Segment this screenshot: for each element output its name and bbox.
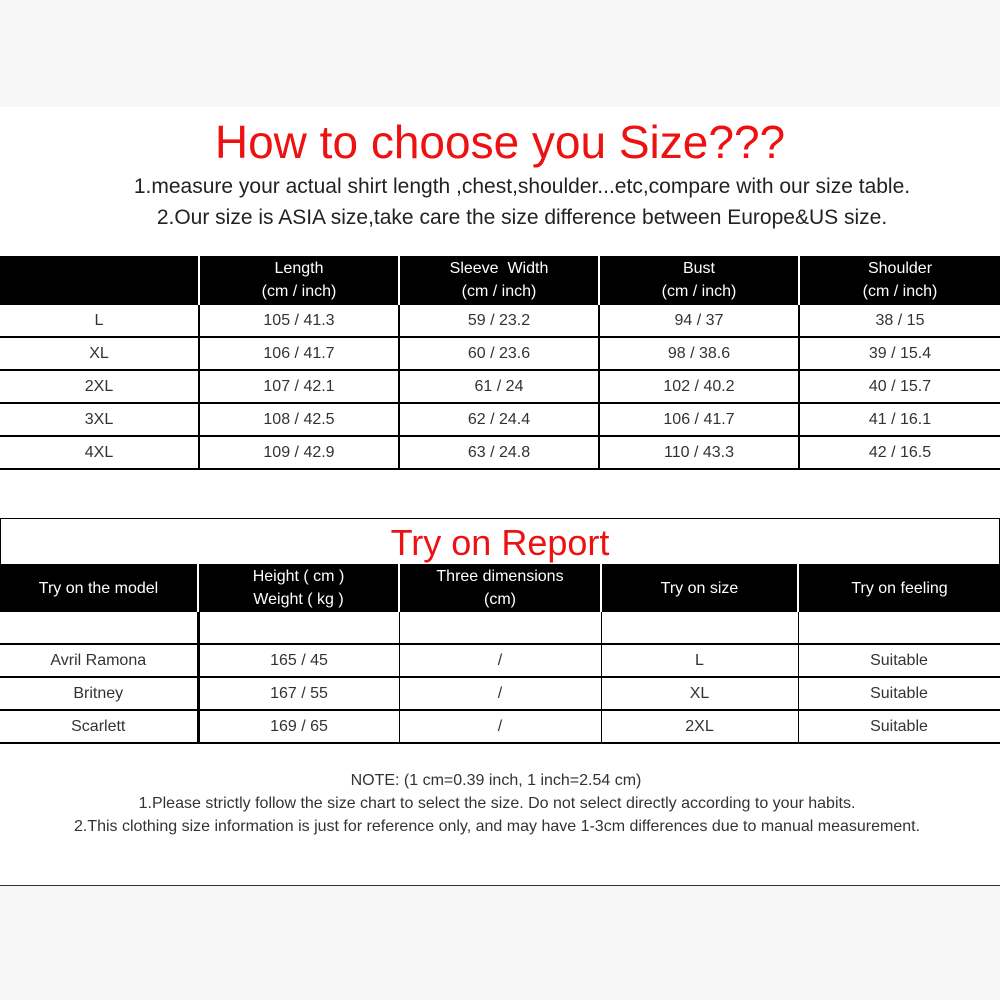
try-on-size-cell: 2XL — [601, 710, 798, 743]
size-header-blank — [0, 256, 199, 304]
shoulder-cell: 38 / 15 — [799, 304, 1000, 337]
try-on-size-cell — [601, 612, 798, 644]
length-cell: 109 / 42.9 — [199, 436, 399, 469]
sleeve-width-cell: 62 / 24.4 — [399, 403, 599, 436]
model-name-cell — [0, 612, 198, 644]
size-header-sleeve-width: Sleeve Width (cm / inch) — [399, 256, 599, 304]
three-dimensions-cell: / — [399, 677, 601, 710]
report-title: Try on Report — [0, 518, 1000, 565]
table-row — [0, 710, 1000, 743]
table-row — [0, 436, 1000, 469]
bust-cell: 110 / 43.3 — [599, 436, 799, 469]
intro-line-2: 2.Our size is ASIA size,take care the size difference between Europe&US size. — [156, 206, 888, 229]
size-header-shoulder: Shoulder (cm / inch) — [799, 256, 1000, 304]
try-on-size-cell: L — [601, 644, 798, 677]
size-label: 4XL — [0, 436, 199, 469]
bust-cell: 102 / 40.2 — [599, 370, 799, 403]
length-cell: 108 / 42.5 — [199, 403, 399, 436]
table-row — [0, 337, 1000, 370]
sleeve-width-cell: 59 / 23.2 — [399, 304, 599, 337]
page-title: How to choose you Size??? — [214, 116, 786, 168]
length-cell: 105 / 41.3 — [199, 304, 399, 337]
shoulder-cell: 39 / 15.4 — [799, 337, 1000, 370]
size-header-bust: Bust (cm / inch) — [599, 256, 799, 304]
length-cell: 106 / 41.7 — [199, 337, 399, 370]
try-on-feeling-cell: Suitable — [798, 677, 1000, 710]
model-name-cell: Avril Ramona — [0, 644, 198, 677]
intro-line-1: 1.measure your actual shirt length ,chest,shoulder...etc,compare with our size table. — [133, 175, 911, 198]
try-on-size-cell: XL — [601, 677, 798, 710]
height-weight-cell — [198, 612, 399, 644]
note-line-2: 2.This clothing size information is just for reference only, and may have 1-3cm differences due to manual measurement. — [73, 818, 921, 835]
bust-cell: 106 / 41.7 — [599, 403, 799, 436]
height-weight-cell: 167 / 55 — [198, 677, 399, 710]
report-header-height-weight: Height ( cm ) Weight ( kg ) — [198, 564, 399, 612]
size-table — [0, 256, 1000, 470]
size-label: XL — [0, 337, 199, 370]
three-dimensions-cell: / — [399, 710, 601, 743]
shoulder-cell: 41 / 16.1 — [799, 403, 1000, 436]
note-line-1: 1.Please strictly follow the size chart to select the size. Do not select directly according to your habits. — [138, 795, 856, 812]
try-on-report-table — [0, 564, 1000, 744]
height-weight-cell: 165 / 45 — [198, 644, 399, 677]
report-header-model: Try on the model — [0, 564, 198, 612]
bust-cell: 98 / 38.6 — [599, 337, 799, 370]
report-header-row — [0, 564, 1000, 612]
size-label: L — [0, 304, 199, 337]
shoulder-cell: 42 / 16.5 — [799, 436, 1000, 469]
height-weight-cell: 169 / 65 — [198, 710, 399, 743]
note-conversion: NOTE: (1 cm=0.39 inch, 1 inch=2.54 cm) — [350, 772, 642, 789]
length-cell: 107 / 42.1 — [199, 370, 399, 403]
report-header-try-on-size: Try on size — [601, 564, 798, 612]
sleeve-width-cell: 61 / 24 — [399, 370, 599, 403]
three-dimensions-cell: / — [399, 644, 601, 677]
size-table-header-row — [0, 256, 1000, 304]
bust-cell: 94 / 37 — [599, 304, 799, 337]
table-row — [0, 612, 1000, 644]
model-name-cell: Britney — [0, 677, 198, 710]
sleeve-width-cell: 63 / 24.8 — [399, 436, 599, 469]
three-dimensions-cell — [399, 612, 601, 644]
try-on-feeling-cell — [798, 612, 1000, 644]
table-row — [0, 304, 1000, 337]
table-row — [0, 403, 1000, 436]
shoulder-cell: 40 / 15.7 — [799, 370, 1000, 403]
size-label: 2XL — [0, 370, 199, 403]
size-label: 3XL — [0, 403, 199, 436]
sleeve-width-cell: 60 / 23.6 — [399, 337, 599, 370]
size-header-length: Length (cm / inch) — [199, 256, 399, 304]
table-row — [0, 677, 1000, 710]
table-row — [0, 644, 1000, 677]
try-on-feeling-cell: Suitable — [798, 644, 1000, 677]
try-on-feeling-cell: Suitable — [798, 710, 1000, 743]
report-header-try-on-feeling: Try on feeling — [798, 564, 1000, 612]
model-name-cell: Scarlett — [0, 710, 198, 743]
report-header-three-dimensions: Three dimensions (cm) — [399, 564, 601, 612]
table-row — [0, 370, 1000, 403]
